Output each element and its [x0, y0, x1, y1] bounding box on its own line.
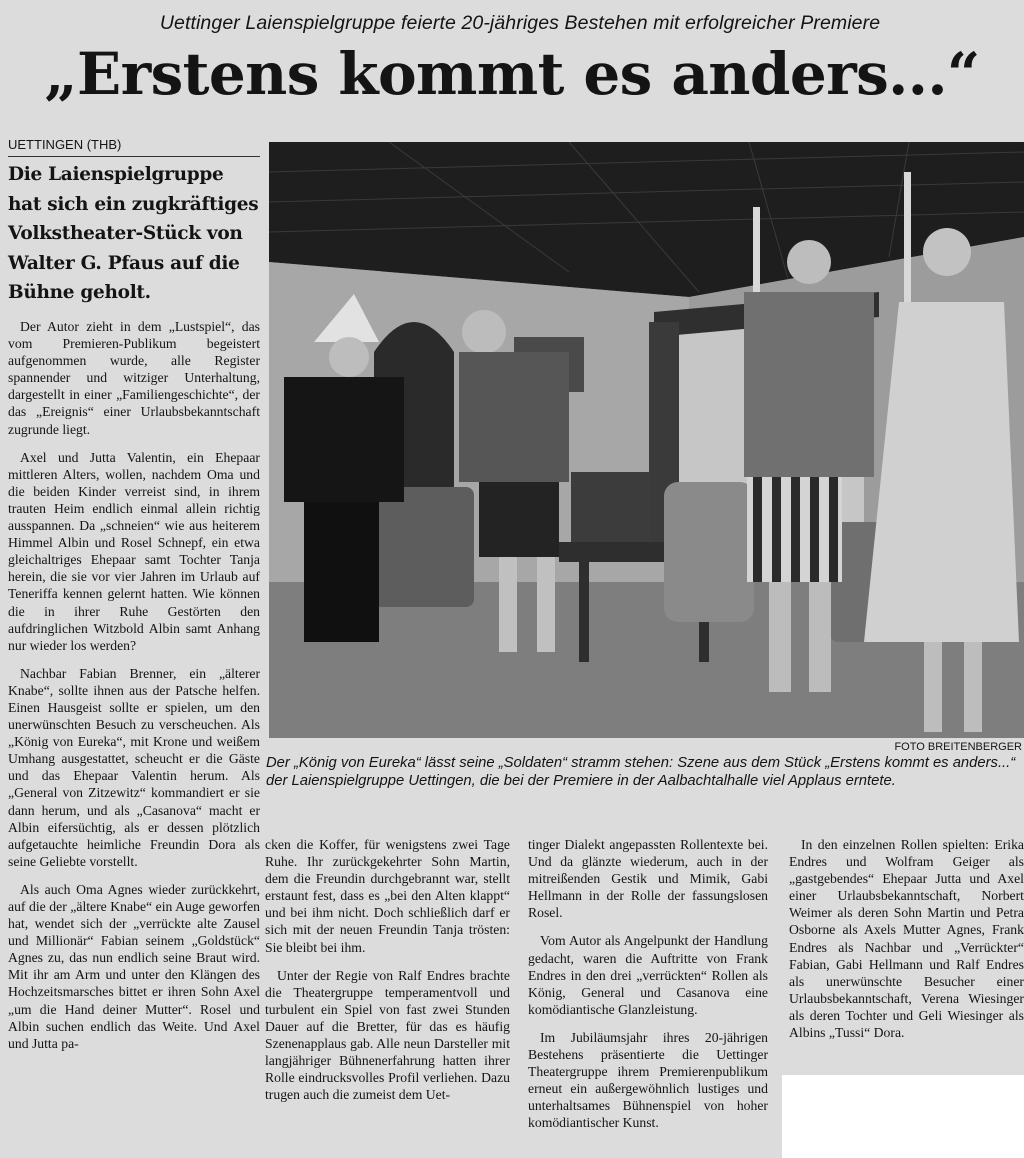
- article-kicker: Uettinger Laienspielgruppe feierte 20-jähriges Bestehen mit erfolgreicher Premiere: [159, 12, 881, 34]
- text-column-2: [265, 836, 510, 1103]
- stage-photo: [269, 142, 1024, 738]
- paragraph: Als auch Oma Agnes wieder zurückkehrt, auf die der „ältere Knabe“ ein Auge geworfen hat, wendet sich der „verrückte alte Zausel und Millionär“ Fabian seinem „Goldstück“ Agnes zu, das nun endlich seine Braut wird. Mit ihr am Arm und unter den Klängen des Hochzeitsmarsches bittet er ihren Sohn Axel „um die Hand deiner Mutter“. Rosel und Albin suchen endlich das Weite. Und Axel und Jutta pa-: [8, 881, 260, 1051]
- paragraph: In den einzelnen Rollen spielten: Erika Endres und Wolfram Geiger als „gastgebendes“ Ehepaar Jutta und Axel einer Urlaubsbekanntschaft, Norbert Weimer als deren Sohn Martin und Petra Osborne als Axels Mutter Agnes, Frank Endres als Nachbar und „Verrückter“ Fabian, Gabi Hellmann und Ralf Endres als unerwünschte Besucher einer Urlaubsbekanntschaft, Verena Wiesinger als deren Tochter und Geli Wiesinger als Albins „Tussi“ Dora.: [789, 837, 1024, 1041]
- lead-paragraph: Die Laienspielgruppe hat sich ein zugkräftiges Volkstheater-Stück von Walter G. Pfaus auf die Bühne geholt.: [8, 164, 259, 303]
- paragraph: Unter der Regie von Ralf Endres brachte die Theatergruppe temperamentvoll und turbulent ein Spiel von fast zwei Stunden Dauer auf die Bretter, für das es häufig Szenenapplaus gab. Alle neun Darsteller mit langjähriger Bühnenerfahrung hatten ihrer Rolle eindrucksvolles Profil verliehen. Dazu trugen auch die zumeist dem Uet-: [265, 967, 510, 1103]
- photo-caption: Der „König von Eureka“ lässt seine „Soldaten“ stramm stehen: Szene aus dem Stück „Erstens kommt es anders...“ der Laienspielgruppe Uettingen, die bei der Premiere in der Aalbachtalhalle viel Applaus erntete.: [266, 755, 1016, 789]
- paragraph: Im Jubiläumsjahr ihres 20-jährigen Bestehens präsentierte die Uettinger Theatergruppe ihrem Premierenpublikum erneut ein außergewöhnlich lustiges und unterhaltsames Bühnenspiel von hoher komödiantischer Kunst.: [528, 1029, 768, 1131]
- paragraph: Axel und Jutta Valentin, ein Ehepaar mittleren Alters, wollen, nachdem Oma und die beiden Kinder verreist sind, in ihrem trauten Heim endlich einmal allein richtig ausspannen. Da „schneien“ wie aus heiterem Himmel Albin und Rosel Schnepf, ein etwa gleichaltriges Ehepaar samt Tochter Tanja herein, die sie vor vier Jahren im Urlaub auf Teneriffa kennen gelernt hatten. Wie können die in ihrer Ruhe Gestörten den aufdringlichen Witzbold Albin samt Anhang nur wieder los werden?: [8, 449, 260, 653]
- paragraph: Nachbar Fabian Brenner, ein „älterer Knabe“, sollte ihnen aus der Patsche helfen. Einen Hausgeist sollte er spielen, um den unerwünschten Besuch zu verscheuchen. Als „König von Eureka“, mit Krone und weißem Umhang ausgestattet, scheucht er die Gäste und das Ehepaar Valentin herum. Als „General von Zitzewitz“ kommandiert er sie dann herum, und als „Casanova“ macht er Albin eifersüchtig, als er dessen plötzlich aufgetauchte heimliche Freundin Dora als seine Geliebte vorstellt.: [8, 665, 260, 869]
- blank-corner: [782, 1075, 1024, 1158]
- paragraph: Der Autor zieht in dem „Lustspiel“, das vom Premieren-Publikum begeistert aufgenommen wurde, alle Register spannender und witziger Unterhaltung, dargestellt in einer „Familiengeschichte“, der das „Ereignis“ einer Urlaubsbekanntschaft zugrunde liegt.: [8, 319, 260, 437]
- paragraph: cken die Koffer, für wenigstens zwei Tage Ruhe. Ihr zurückgekehrter Sohn Martin, dem die Freundin durchgebrannt war, stellt erstaunt fest, dass es „bei den Alten klappt“ und bei ihm nicht. Doch schließlich darf er sich mit der neuen Freundin Tanja trösten: Sie bleibt bei ihm.: [265, 837, 510, 955]
- text-column-3: [528, 836, 768, 1132]
- dateline: UETTINGEN (THB): [8, 137, 122, 152]
- paragraph: tinger Dialekt angepassten Rollentexte bei. Und da glänzte wiederum, auch in der mitreißenden Gestik und Mimik, Gabi Hellmann in der Rolle der fassungslosen Rosel.: [528, 837, 768, 921]
- dateline-rule: [8, 156, 260, 157]
- photo-credit: FOTO BREITENBERGER: [894, 741, 1022, 753]
- stage-photo-illustration: [269, 142, 1024, 738]
- text-column-1: [8, 318, 260, 1052]
- paragraph: Vom Autor als Angelpunkt der Handlung gedacht, waren die Auftritte von Frank Endres in den drei „verrückten“ Rollen als König, General und Casanova eine komödiantische Glanzleistung.: [528, 933, 768, 1017]
- text-column-4: [789, 836, 1024, 1041]
- article-headline: „Erstens kommt es anders...“: [44, 40, 980, 108]
